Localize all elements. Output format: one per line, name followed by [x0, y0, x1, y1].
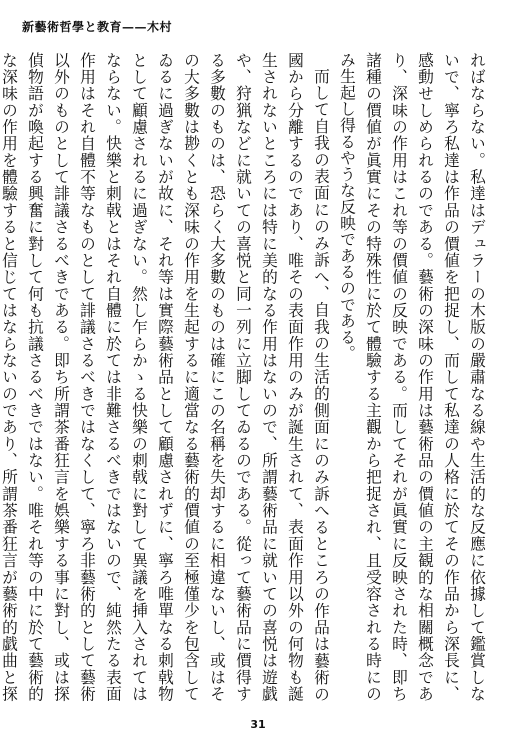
paragraph-2: 而して自我の表面にのみ訴へ、自我の生活的側面にのみ訴へるところの作品は藝術の國から分離するのであり、唯その表面作用のみが誕生されて、表面作用以外の何物も誕生されないところには特に美的なる作用はないので、所謂藝術品に就いての喜悦は遊戯や、狩猟などに就いての喜悦と同一列に立脚してゐるのである。從って藝術品に價得する多數のものは、恐らく大多數のものは確にこの名稱を失却するに相違ないし、或はその大多數は尠くとも深味の作用を生起するに適當なる藝術的價値の至極僅少を包含してゐるに過ぎないが故に、それ等は實際藝術品として顧慮されずに、寧ろ唯單なる刺戟物として顧慮されるに過ぎない。然し乍らかゝる快樂の刺戟に對して異議を挿入されてはならない。快樂と刺戟とはそれ自體に於ては非難さるべきではないので、純然たる表面作用はそれ自體不等なものとして誹議さるべきではなくして、寧ろ非藝術的として藝術以外のものとして誹議さるべきである。即ち所謂茶番狂言を娯樂する事に對し、或は探偵物語が喚起する興奮に對して何も抗議さるべきではない。唯それ等の中に於て藝術的な深味の作用を體驗すると信じてはならないのであり、所謂茶番狂言が藝術的戯曲と探	[0, 52, 331, 702]
page-number: 31	[250, 718, 266, 731]
running-head: 新藝術哲學と教育——木村	[22, 20, 173, 34]
paragraph-1: ればならない。私達はデュラーの木版の嚴肅なる線や生活的な反應に依據して鑑賞しないで、寧ろ私達は作品の價値を把捉し、而して私達の人格に於てその作品から深長に、感動せしめられるのである。藝術の深味の作用は藝術品の價値の主観的な相關概念であり、深味の作用はこれ等の價値の反映である。而してそれが眞實に反映された時、即ち諸種の價値が眞實にその特殊性に於て體驗する主觀から把捉され、且受容される時にのみ生起し得るやうな反映であるのである。	[338, 52, 487, 702]
body-text	[0, 52, 490, 702]
